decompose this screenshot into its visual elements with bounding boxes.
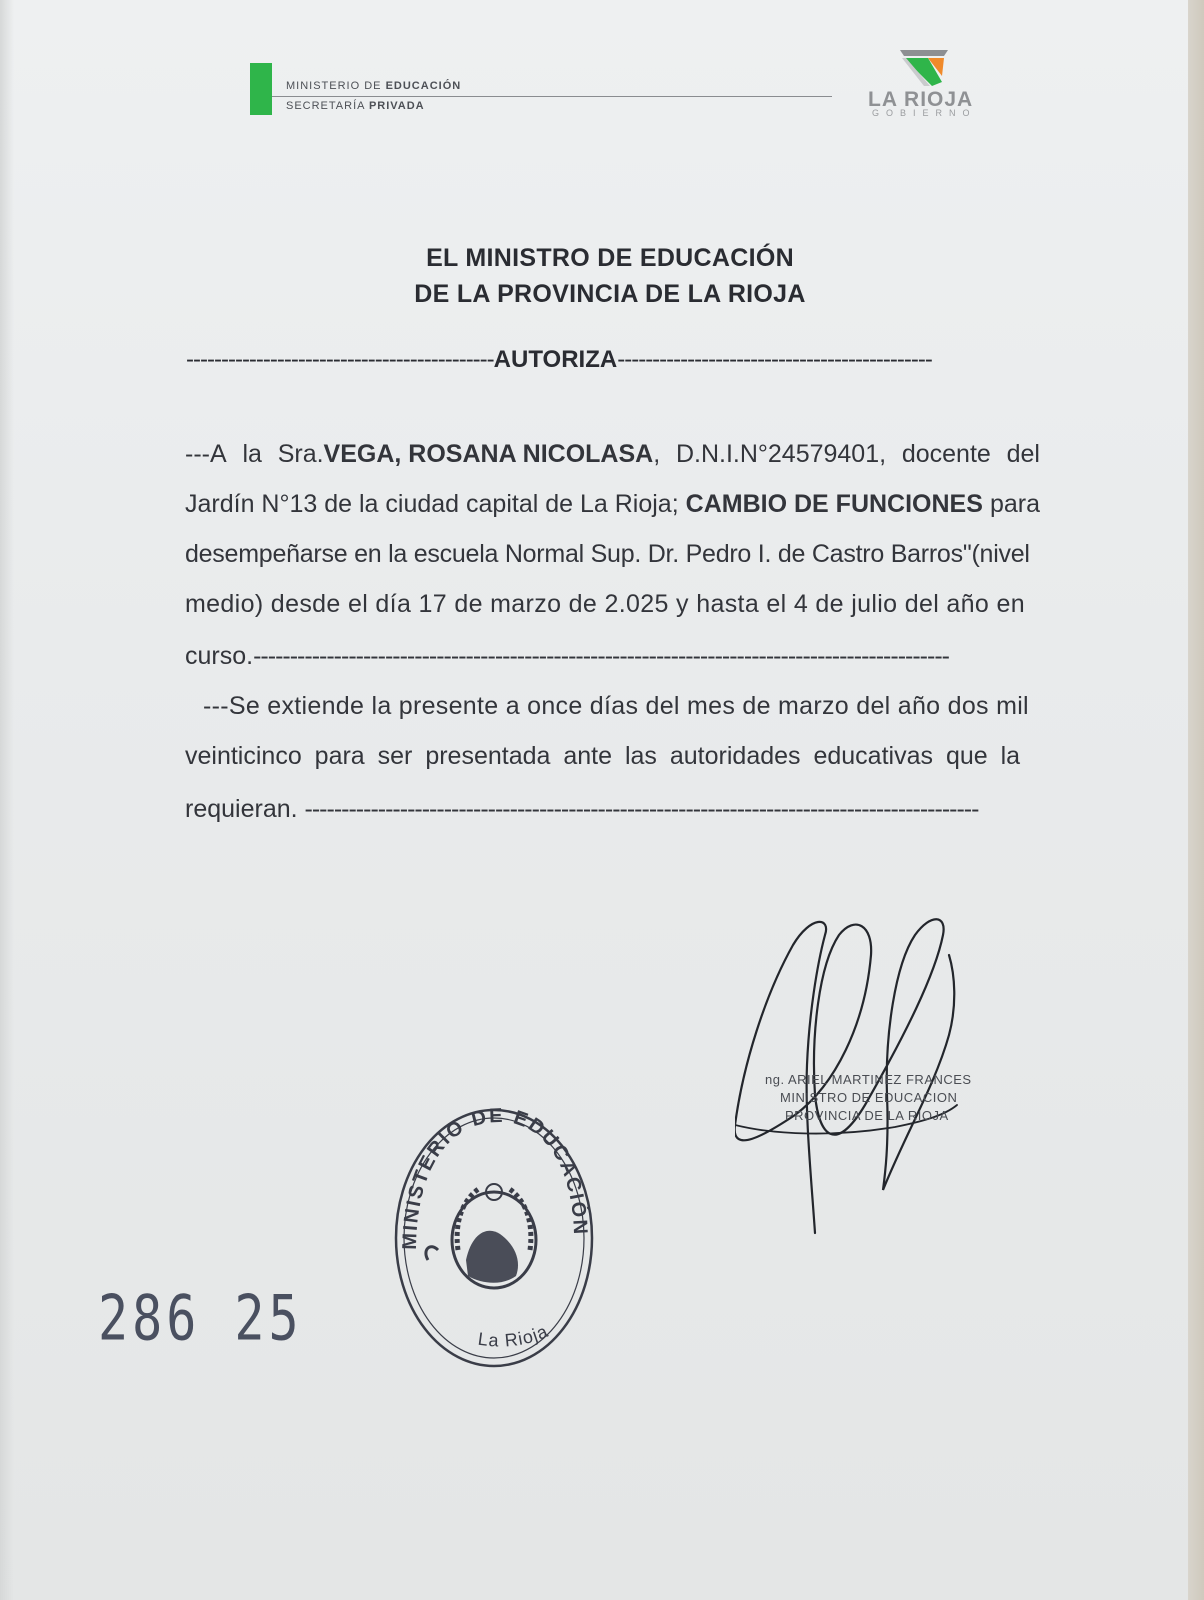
svg-text:La Rioja: [477, 1321, 552, 1351]
person-name: [278, 440, 660, 469]
body-line-4: medio) desde el día 17 de marzo de 2.025 y hasta el 4 de julio del año en: [185, 590, 1025, 618]
logo-name: LA RIOJA: [868, 88, 974, 111]
word: ---A: [185, 440, 227, 468]
body-line-3: desempeñarse en la escuela Normal Sup. Dr. Pedro I. de Castro Barros"(nivel: [185, 540, 1030, 568]
autoriza-heading: [186, 346, 1026, 374]
ministry-seal: [388, 1100, 598, 1375]
word: docente: [901, 440, 991, 468]
word: la: [242, 440, 262, 468]
word: ,: [653, 440, 661, 468]
word: Sra.: [277, 440, 324, 468]
text-run: para: [989, 490, 1040, 518]
svg-text:MINISTERIO DE EDUCACIÓN: [399, 1105, 592, 1250]
autoriza-trail-dashes: ---------------------------------------------: [617, 346, 932, 373]
title-line-1: EL MINISTRO DE EDUCACIÓN: [426, 244, 794, 272]
body-line-2: [185, 490, 1040, 519]
seal-top-text: MINISTERIO DE EDUCACIÓN: [398, 1104, 592, 1251]
letterhead-green-bar: [250, 63, 272, 115]
letterhead-office: SECRETARÍA PRIVADA: [286, 100, 425, 112]
autoriza-label: AUTORIZA: [493, 346, 618, 373]
signer-province: PROVINCIA DE LA RIOJA: [785, 1108, 949, 1123]
dni-number: D.N.I.N°24579401,: [675, 440, 887, 468]
body-line-8: [185, 795, 1040, 824]
text-run: requieran.: [185, 795, 298, 823]
signer-title: MINISTRO DE EDUCACION: [780, 1090, 958, 1105]
dash-fill: -----------------------------------------------------------------------------------------------: [253, 642, 949, 670]
person-name-bold: VEGA, ROSANA NICOLASA: [323, 440, 654, 468]
seal-bottom-text: La Rioja: [476, 1320, 552, 1351]
la-rioja-logo-icon: [898, 46, 950, 88]
cambio-funciones-bold: CAMBIO DE FUNCIONES: [685, 490, 983, 518]
body-line-5: [185, 642, 1040, 671]
body-line-6: ---Se extiende la presente a once días del mes de marzo del año dos mil: [203, 692, 1029, 720]
body-line-1: [185, 440, 1040, 469]
autoriza-lead-dashes: --------------------------------------------: [186, 346, 494, 373]
word: del: [1006, 440, 1040, 468]
document-number: 286 25: [98, 1282, 303, 1355]
title-line-2: DE LA PROVINCIA DE LA RIOJA: [414, 280, 806, 308]
body-line-7: veinticinco para ser presentada ante las autoridades educativas que la: [185, 742, 1021, 770]
dash-fill: --------------------------------------------------------------------------------------------: [304, 795, 979, 823]
paper-shadow: [0, 0, 14, 1600]
signer-name: ng. ARIEL MARTINEZ FRANCES: [765, 1072, 972, 1087]
letterhead-rule: [272, 96, 832, 97]
paper-edge: [1188, 0, 1204, 1600]
letterhead-ministry: MINISTERIO DE EDUCACIÓN: [286, 80, 462, 92]
text-run: Jardín N°13 de la ciudad capital de La Rioja;: [185, 490, 679, 518]
logo-subtitle: GOBIERNO: [872, 108, 977, 118]
text-run: curso.: [185, 642, 254, 670]
coat-of-arms-icon: [426, 1184, 536, 1288]
